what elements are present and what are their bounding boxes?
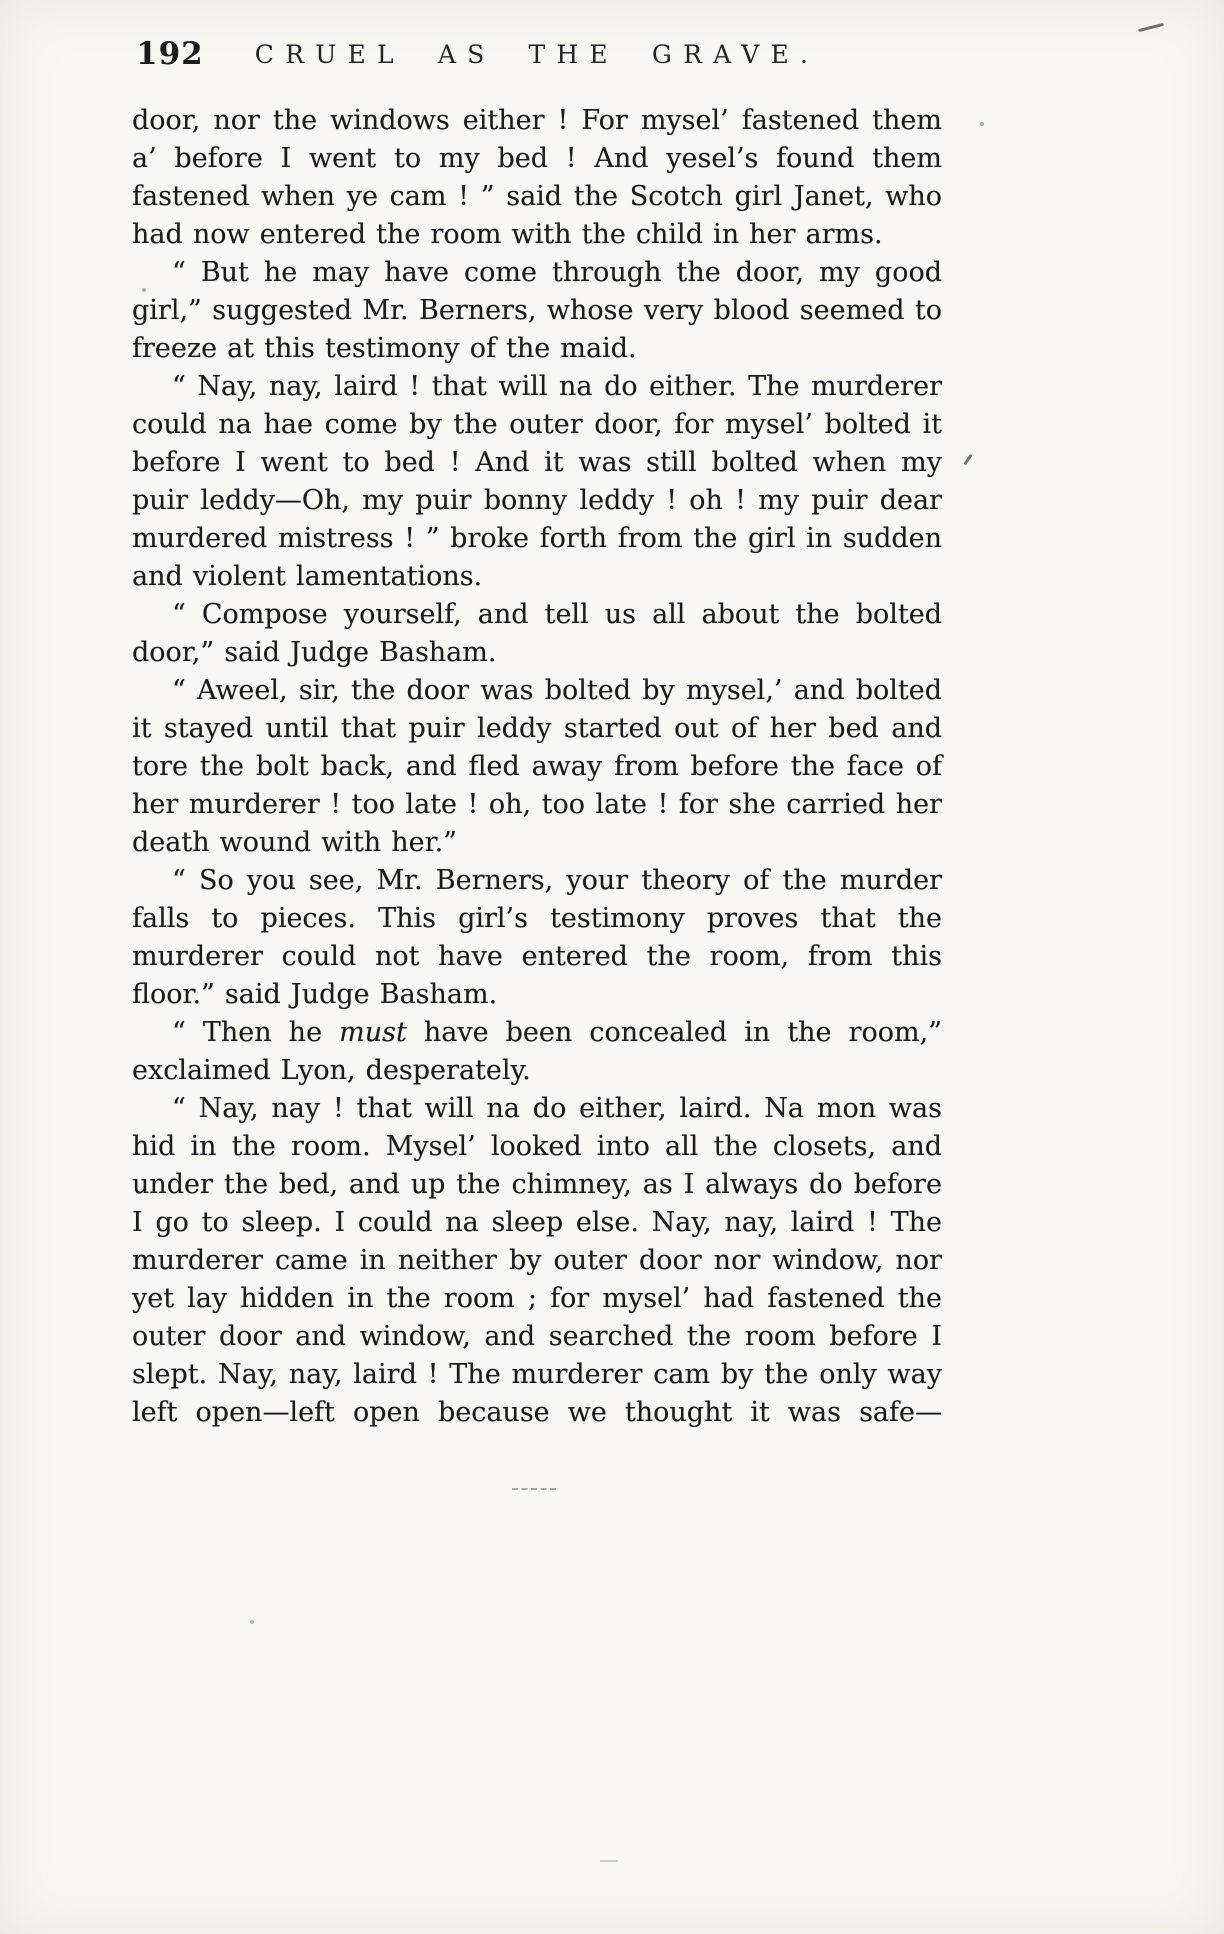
paragraph-janet-searched-room: “ Nay, nay ! that will na do either, laird. Na mon was hid in the room. Mysel’ looked into all the closets, and under the bed, and up the chimney, as I always do before I go to sleep. I could na sleep else. Nay, nay, laird ! The murderer came in neither by outer door nor window, nor yet lay hidden in the room ; for mysel’ had fastened the outer door and window, and searched the room before I slept. Nay, nay, laird ! The murderer cam by the only way left open—left open because we thought it was safe—	[132, 1093, 942, 1428]
page-number: 192	[136, 36, 204, 72]
paragraph-lyon-concealed	[132, 1014, 942, 1090]
paragraph-lyon-post: have been concealed in the room,” exclaimed Lyon, desperately.	[132, 1017, 942, 1086]
scan-artifact-speck	[600, 1860, 618, 1862]
scan-artifact-speck	[980, 122, 984, 126]
page-text	[132, 102, 942, 1432]
paragraph-continuation: door, nor the windows either ! For mysel’ fastened them a’ before I went to my bed ! And yesel’s found them fastened when ye cam ! ” said the Scotch girl Janet, who had now entered the room with the child in her arms.	[132, 105, 942, 250]
paragraph-janet-bolted-door: “ Nay, nay, laird ! that will na do either. The murderer could na hae come by the outer door, for mysel’ bolted it before I went to bed ! And it was still bolted when my puir leddy—Oh, my puir bonny leddy ! oh ! my puir dear murdered mistress ! ” broke forth from the girl in sudden and violent lamentations.	[132, 371, 942, 592]
paragraph-lyon-emphasis: must	[339, 1017, 407, 1048]
scan-artifact-slash	[1138, 23, 1164, 32]
page-header	[132, 36, 942, 76]
scan-artifact-dashes	[512, 1488, 556, 1490]
paragraph-judge-compose: “ Compose yourself, and tell us all about the bolted door,” said Judge Basham.	[132, 599, 942, 668]
running-title: CRUEL AS THE GRAVE.	[254, 40, 820, 69]
paragraph-janet-aweel: “ Aweel, sir, the door was bolted by mysel,’ and bolted it stayed until that puir leddy started out of her bed and tore the bolt back, and fled away from before the face of her murderer ! too late ! oh, too late ! for she carried her death wound with her.”	[132, 675, 942, 858]
paragraph-lyon-pre: “ Then he	[172, 1017, 340, 1048]
paragraph-judge-theory: “ So you see, Mr. Berners, your theory of the murder falls to pieces. This girl’s testimony proves that the murderer could not have entered the room, from this floor.” said Judge Basham.	[132, 865, 942, 1010]
scan-artifact-speck	[250, 1620, 254, 1624]
paragraph-berners-suggestion: “ But he may have come through the door, my good girl,” suggested Mr. Berners, whose very blood seemed to freeze at this testimony of the maid.	[132, 257, 942, 364]
scan-artifact-accent	[963, 454, 972, 466]
